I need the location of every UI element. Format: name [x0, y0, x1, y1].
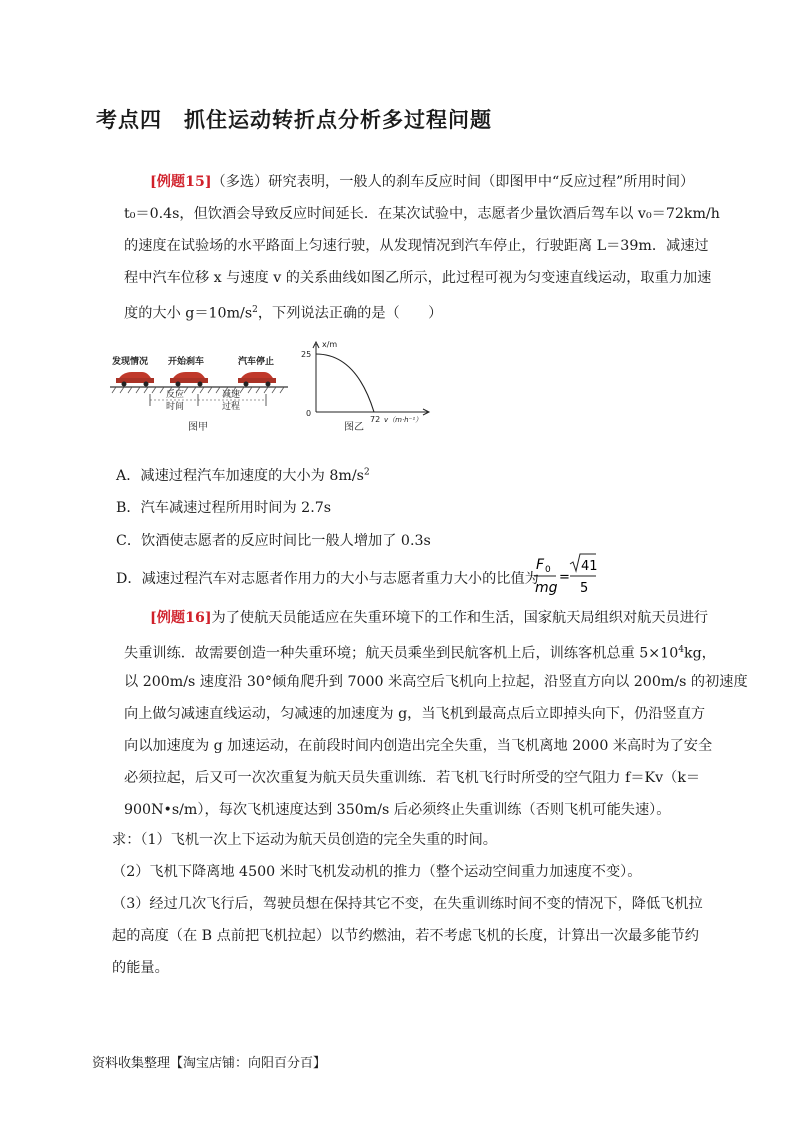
option-d-formula: [532, 552, 598, 602]
example16-line4: 向上做匀减速直线运动，匀减速的加速度为 g，当飞机到最高点后立即掉头向下，仍沿竖直方: [124, 706, 706, 722]
car-icon: [238, 372, 276, 387]
question-3-line2: 起的高度（在 B 点前把飞机拉起）以节约燃油，若不考虑飞机的长度，计算出一次最多能节约: [112, 928, 699, 944]
frac-eq: =: [559, 570, 570, 585]
option-d: D．减速过程汽车对志愿者作用力的大小与志愿者重力大小的比值为: [116, 571, 539, 587]
sqrt-arg: 41: [581, 559, 598, 574]
example16-line6: 必须拉起，后又可一次次重复为航天员失重训练．若飞机飞行时所受的空气阻力 f＝Kv（k＝: [124, 770, 701, 786]
fig-b-xlabel: v（m·h⁻¹）: [384, 416, 423, 424]
fig-a-reaction-1: 反应: [166, 390, 185, 400]
xv-curve: [316, 354, 374, 412]
example16-line3: 以 200m/s 速度沿 30°倾角爬升到 7000 米高空后飞机向上拉起，沿竖直方向以 200m/s 的初速度: [124, 674, 748, 690]
question-2: （2）飞机下降离地 4500 米时飞机发动机的推力（整个运动空间重力加速度不变）。: [112, 864, 642, 880]
question-3-line1: （3）经过几次飞行后，驾驶员想在保持其它不变，在失重训练时间不变的情况下，降低飞机拉: [112, 896, 703, 912]
fig-a-label-found: 发现情况: [112, 357, 149, 367]
example15-line1: [例题15]（多选）研究表明，一般人的刹车反应时间（即图甲中“反应过程”所用时间）: [150, 174, 695, 190]
sqrt-den: 5: [580, 581, 589, 596]
example15-line4: 程中汽车位移 x 与速度 v 的关系曲线如图乙所示，此过程可视为匀变速直线运动，取重力加速: [124, 270, 712, 286]
example16-line2: 失重训练．故需要创造一种失重环境；航天员乘坐到民航客机上后，训练客机总重 $5\times 10^4kg$，: [124, 645, 716, 662]
fig-a-label-stop: 汽车停止: [238, 357, 275, 367]
figure-a-road-diagram: [110, 340, 290, 436]
frac-num-sub: 0: [545, 565, 551, 575]
fig-a-decel-1: 减速: [222, 390, 241, 400]
question-3-line3: 的能量。: [112, 960, 169, 976]
fig-a-reaction-2: 时间: [166, 402, 185, 412]
fig-b-caption: 图乙: [344, 422, 364, 433]
example15-line2: t₀＝0.4s，但饮酒会导致反应时间延长．在某次试验中，志愿者少量饮酒后驾车以 v₀＝72km/h: [124, 206, 720, 222]
frac-den: mg: [535, 580, 558, 596]
footer-note: 资料收集整理【淘宝店铺：向阳百分百】: [92, 1056, 327, 1071]
question-1: 求：（1）飞机一次上下运动为航天员创造的完全失重的时间。: [112, 832, 497, 848]
car-icon: [116, 372, 154, 387]
fig-b-ylabel: x/m: [322, 340, 338, 349]
car-icon: [170, 372, 208, 387]
example15-label: [例题15]: [150, 174, 212, 190]
option-c: C．饮酒使志愿者的反应时间比一般人增加了 0.3s: [116, 533, 431, 549]
fig-a-decel-2: 过程: [222, 402, 241, 412]
fig-a-caption: 图甲: [188, 422, 208, 433]
option-b: B．汽车减速过程所用时间为 2.7s: [116, 500, 332, 516]
example16-line7: 900N•s/m），每次飞机速度达到 350m/s 后必须终止失重训练（否则飞机可能失速）。: [124, 802, 671, 818]
frac-num: F: [536, 557, 545, 573]
section-title: 考点四 抓住运动转折点分析多过程问题: [96, 108, 492, 132]
example16-line1: [例题16]为了使航天员能适应在失重环境下的工作和生活，国家航天局组织对航天员进行: [150, 610, 709, 626]
example16-label: [例题16]: [150, 610, 212, 626]
fig-b-x-tick: 72: [370, 415, 381, 424]
example15-line3: 的速度在试验场的水平路面上匀速行驶，从发现情况到汽车停止，行驶距离 L＝39m．减速过: [124, 238, 709, 254]
road: [110, 387, 288, 393]
example15-line5: 度的大小 $g=10m/s^2$，下列说法正确的是（ ）: [124, 305, 443, 322]
fig-a-label-brake: 开始刹车: [168, 357, 205, 367]
fig-b-origin: 0: [306, 409, 312, 418]
figure-b-xv-graph: [296, 336, 436, 436]
fig-b-y-tick: 25: [301, 350, 312, 359]
option-a: A．减速过程汽车加速度的大小为 $8m/s^2$: [116, 467, 370, 484]
example16-line5: 向以加速度为 g 加速运动，在前段时间内创造出完全失重，当飞机离地 2000 米高时为了安全: [124, 738, 713, 754]
